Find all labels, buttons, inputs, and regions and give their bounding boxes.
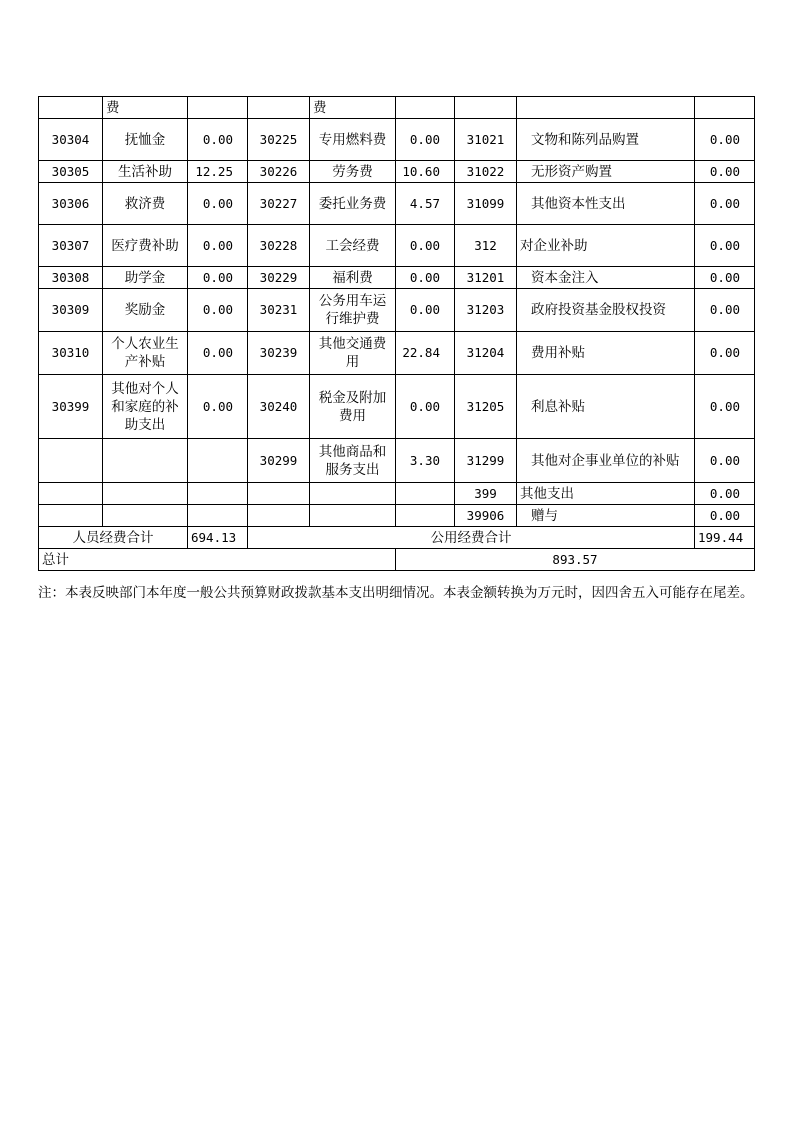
- table-row: [39, 119, 755, 161]
- amount: 0.00: [695, 267, 755, 289]
- econ-code: [39, 97, 103, 119]
- econ-code: 30307: [39, 225, 103, 267]
- table-row: [39, 332, 755, 375]
- econ-code: 399: [455, 483, 517, 505]
- item-name: 其他支出: [517, 483, 695, 505]
- item-name: 奖励金: [103, 289, 188, 332]
- econ-code: 30299: [248, 439, 310, 483]
- item-name: 生活补助: [103, 161, 188, 183]
- item-name: 无形资产购置: [517, 161, 695, 183]
- item-name: 费用补贴: [517, 332, 695, 375]
- public-total-value: 199.44: [695, 527, 755, 549]
- table-row: [39, 97, 755, 119]
- table-row: [39, 505, 755, 527]
- item-name: 税金及附加费用: [310, 375, 396, 439]
- amount: 0.00: [396, 267, 455, 289]
- item-name: 文物和陈列品购置: [517, 119, 695, 161]
- econ-code: [39, 505, 103, 527]
- item-name: 费: [103, 97, 188, 119]
- item-name: [310, 483, 396, 505]
- amount: 0.00: [396, 375, 455, 439]
- item-name: 政府投资基金股权投资: [517, 289, 695, 332]
- econ-code: 30225: [248, 119, 310, 161]
- item-name: 医疗费补助: [103, 225, 188, 267]
- econ-code: 30305: [39, 161, 103, 183]
- amount: 0.00: [695, 289, 755, 332]
- amount: 0.00: [188, 119, 248, 161]
- econ-code: 31022: [455, 161, 517, 183]
- econ-code: 30226: [248, 161, 310, 183]
- item-name: 个人农业生产补贴: [103, 332, 188, 375]
- amount: 0.00: [188, 267, 248, 289]
- table-row: [39, 225, 755, 267]
- amount: [396, 483, 455, 505]
- item-name: 工会经费: [310, 225, 396, 267]
- amount: 0.00: [188, 183, 248, 225]
- econ-code: [455, 97, 517, 119]
- item-name: 利息补贴: [517, 375, 695, 439]
- econ-code: 39906: [455, 505, 517, 527]
- econ-code: 30399: [39, 375, 103, 439]
- econ-code: 30228: [248, 225, 310, 267]
- item-name: 公务用车运行维护费: [310, 289, 396, 332]
- econ-code: [39, 439, 103, 483]
- item-name: 劳务费: [310, 161, 396, 183]
- item-name: 专用燃料费: [310, 119, 396, 161]
- amount: 0.00: [695, 119, 755, 161]
- amount: [188, 439, 248, 483]
- item-name: 助学金: [103, 267, 188, 289]
- amount: 0.00: [188, 332, 248, 375]
- table-row: [39, 439, 755, 483]
- item-name: [310, 505, 396, 527]
- econ-code: 312: [455, 225, 517, 267]
- amount: [188, 97, 248, 119]
- amount: 0.00: [695, 505, 755, 527]
- econ-code: [248, 483, 310, 505]
- amount: [188, 505, 248, 527]
- amount: 0.00: [695, 332, 755, 375]
- item-name: 赠与: [517, 505, 695, 527]
- item-name: 其他商品和服务支出: [310, 439, 396, 483]
- item-name: 其他对企事业单位的补贴: [517, 439, 695, 483]
- grand-total-row: [39, 549, 755, 571]
- econ-code: [248, 97, 310, 119]
- subtotal-row: [39, 527, 755, 549]
- item-name: 委托业务费: [310, 183, 396, 225]
- econ-code: 31021: [455, 119, 517, 161]
- econ-code: 30239: [248, 332, 310, 375]
- table-row: [39, 375, 755, 439]
- item-name: [103, 505, 188, 527]
- item-name: 救济费: [103, 183, 188, 225]
- econ-code: [248, 505, 310, 527]
- table-row: [39, 483, 755, 505]
- econ-code: 30240: [248, 375, 310, 439]
- amount: 0.00: [396, 119, 455, 161]
- table-row: [39, 183, 755, 225]
- expenditure-detail-table: [38, 96, 755, 571]
- amount: 0.00: [188, 289, 248, 332]
- econ-code: 31204: [455, 332, 517, 375]
- personnel-total-label: 人员经费合计: [39, 527, 188, 549]
- table-row: [39, 161, 755, 183]
- amount: 0.00: [695, 183, 755, 225]
- personnel-total-value: 694.13: [188, 527, 248, 549]
- item-name: 其他对个人和家庭的补助支出: [103, 375, 188, 439]
- econ-code: 30309: [39, 289, 103, 332]
- econ-code: 30310: [39, 332, 103, 375]
- amount: 10.60: [396, 161, 455, 183]
- grand-total-label: 总计: [39, 549, 396, 571]
- item-name: [517, 97, 695, 119]
- amount: [695, 97, 755, 119]
- amount: 0.00: [188, 375, 248, 439]
- item-name: 其他资本性支出: [517, 183, 695, 225]
- item-name: 对企业补助: [517, 225, 695, 267]
- table-row: [39, 289, 755, 332]
- econ-code: 31203: [455, 289, 517, 332]
- amount: [188, 483, 248, 505]
- econ-code: 30308: [39, 267, 103, 289]
- item-name: 其他交通费用: [310, 332, 396, 375]
- amount: 4.57: [396, 183, 455, 225]
- amount: 0.00: [396, 225, 455, 267]
- econ-code: 31299: [455, 439, 517, 483]
- item-name: 福利费: [310, 267, 396, 289]
- econ-code: 30229: [248, 267, 310, 289]
- amount: 0.00: [188, 225, 248, 267]
- amount: 0.00: [695, 439, 755, 483]
- table-row: [39, 267, 755, 289]
- amount: 22.84: [396, 332, 455, 375]
- item-name: [103, 483, 188, 505]
- econ-code: 30227: [248, 183, 310, 225]
- amount: [396, 505, 455, 527]
- grand-total-value: 893.57: [396, 549, 755, 571]
- public-total-label: 公用经费合计: [248, 527, 695, 549]
- item-name: [103, 439, 188, 483]
- table-footnote: 注：本表反映部门本年度一般公共预算财政拨款基本支出明细情况。本表金额转换为万元时，因四舍五入可能存在尾差。: [38, 585, 754, 601]
- item-name: 费: [310, 97, 396, 119]
- amount: 0.00: [695, 225, 755, 267]
- econ-code: [39, 483, 103, 505]
- amount: 0.00: [695, 375, 755, 439]
- econ-code: 31201: [455, 267, 517, 289]
- econ-code: 30304: [39, 119, 103, 161]
- item-name: 抚恤金: [103, 119, 188, 161]
- amount: [396, 97, 455, 119]
- econ-code: 31205: [455, 375, 517, 439]
- amount: 0.00: [695, 161, 755, 183]
- amount: 0.00: [396, 289, 455, 332]
- amount: 0.00: [695, 483, 755, 505]
- item-name: 资本金注入: [517, 267, 695, 289]
- econ-code: 30306: [39, 183, 103, 225]
- amount: 3.30: [396, 439, 455, 483]
- econ-code: 31099: [455, 183, 517, 225]
- amount: 12.25: [188, 161, 248, 183]
- econ-code: 30231: [248, 289, 310, 332]
